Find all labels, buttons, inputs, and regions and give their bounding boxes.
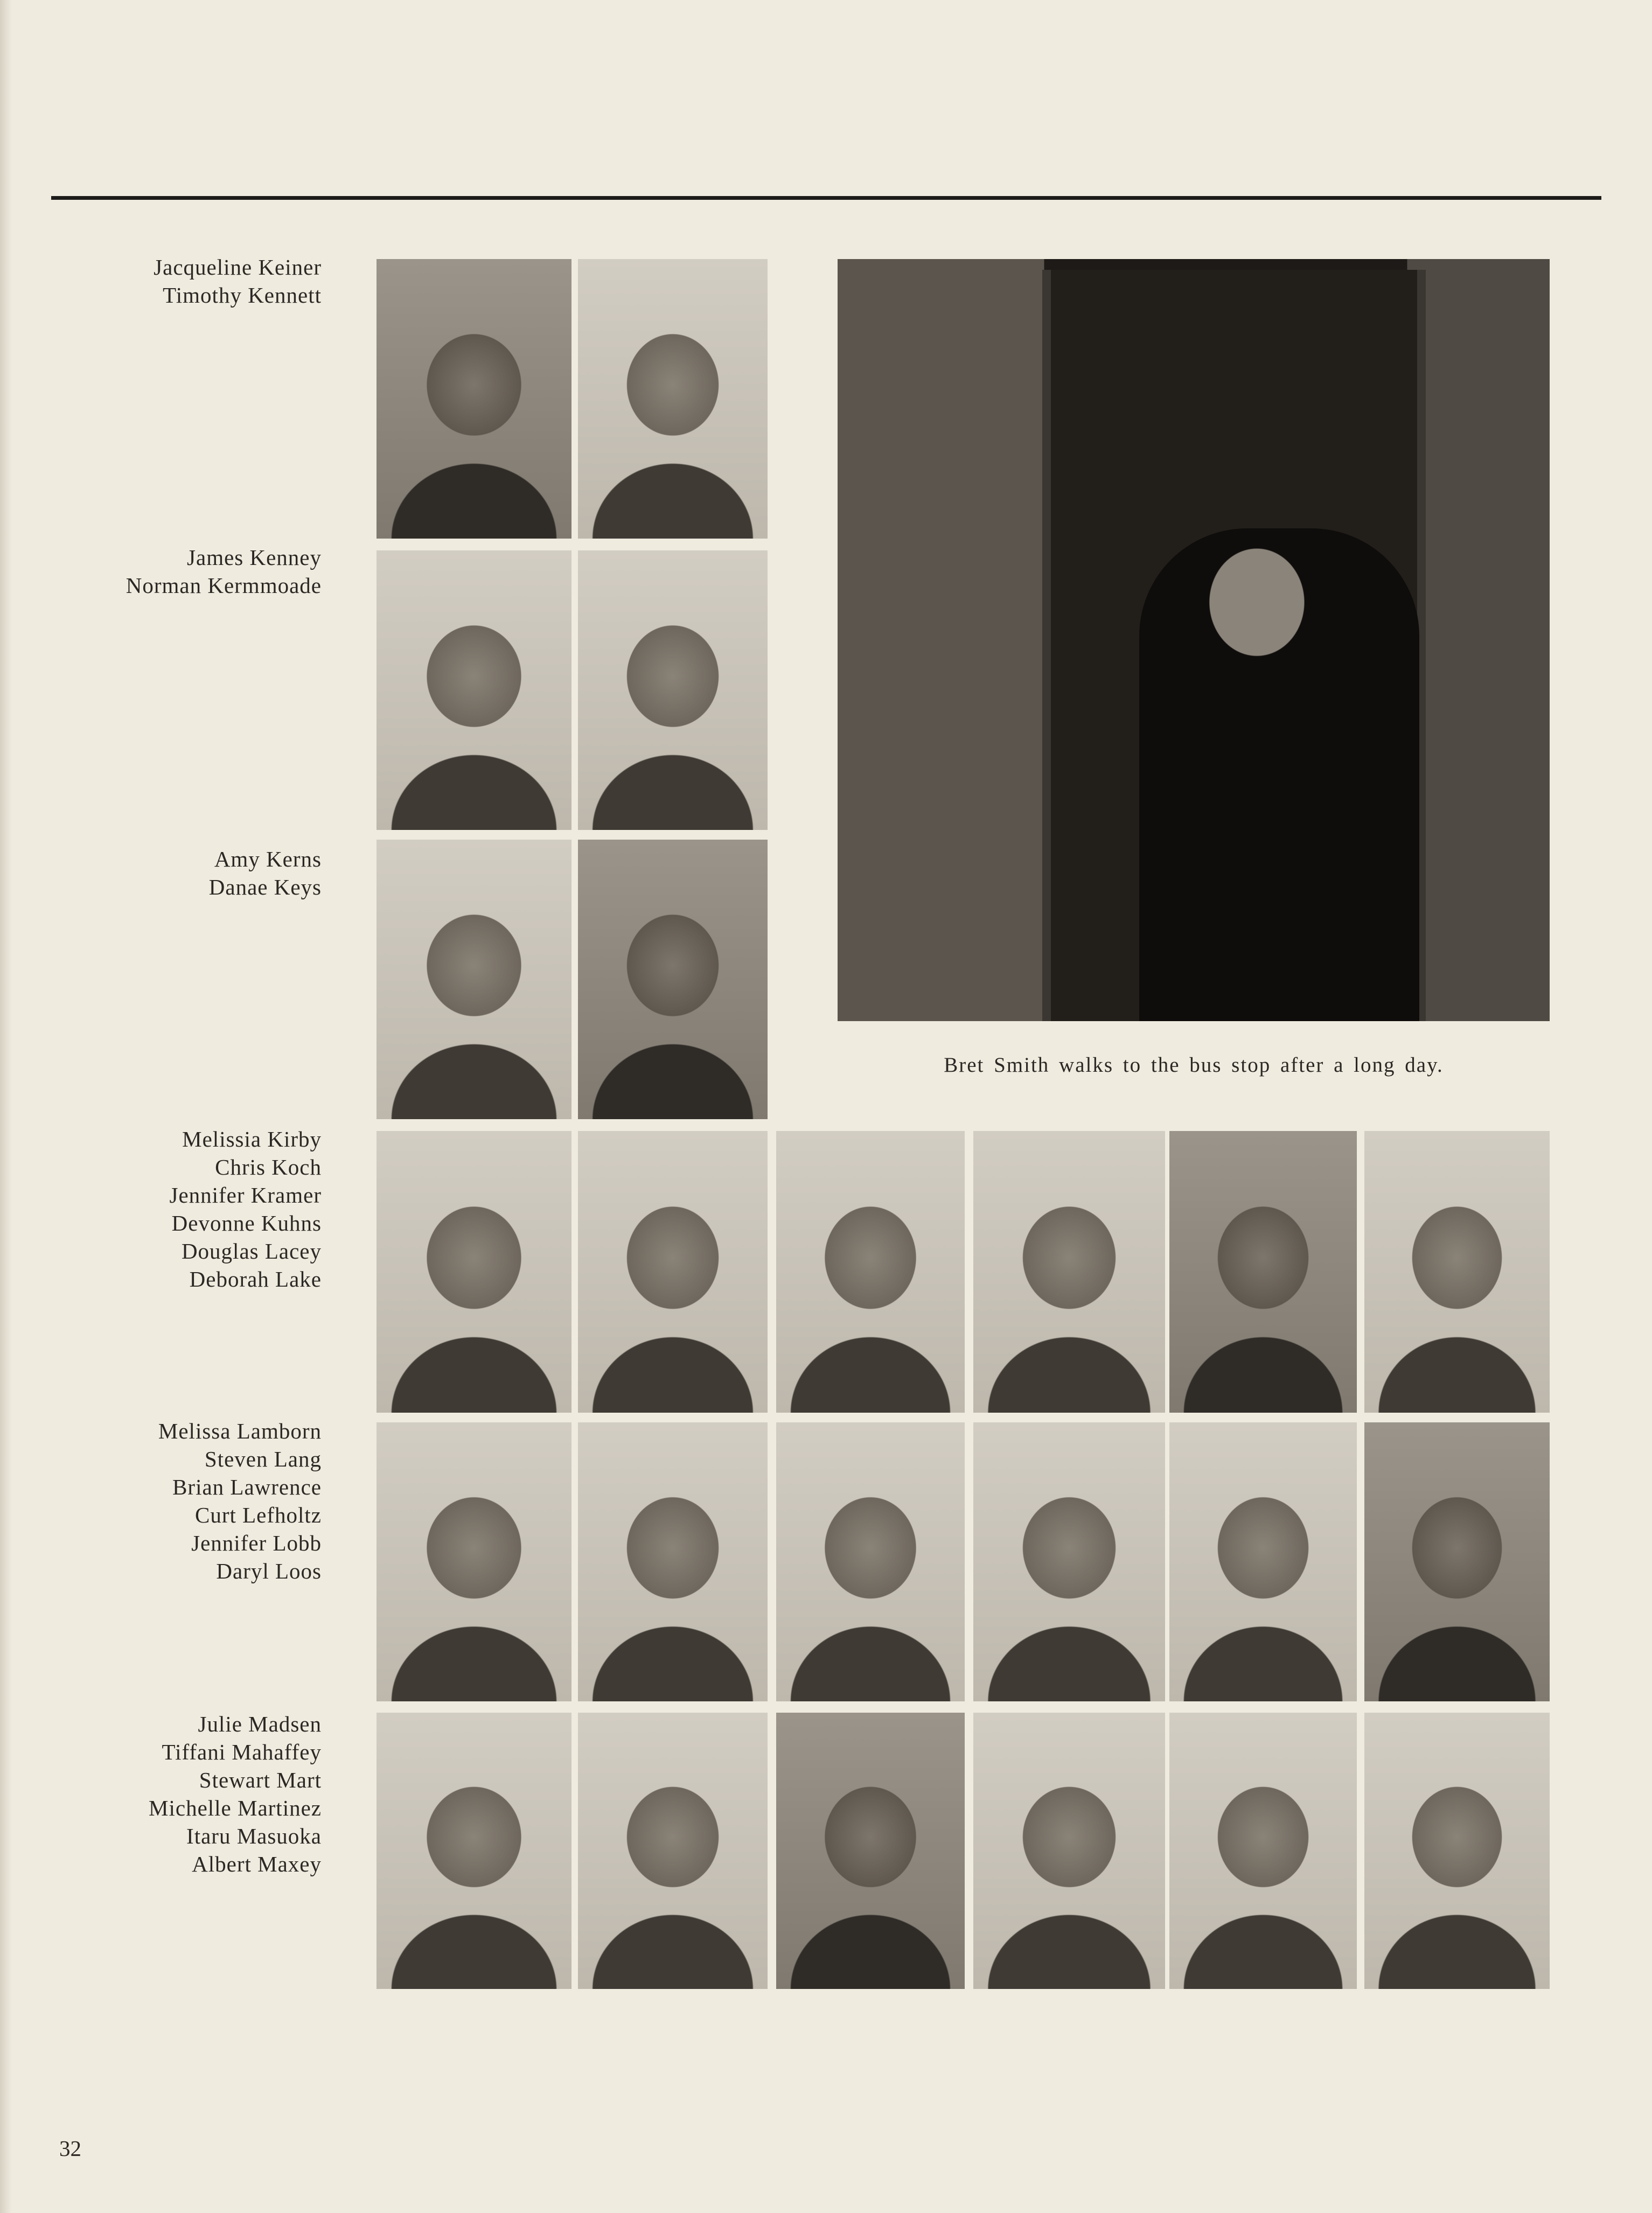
- student-name: Curt Lefholtz: [194, 1503, 322, 1527]
- student-name: Tiffani Mahaffey: [162, 1740, 322, 1764]
- portrait-photo: [973, 1131, 1165, 1413]
- student-name: James Kenney: [187, 545, 322, 570]
- name-list-group-4: [32, 1125, 322, 1293]
- portrait-photo: [377, 1131, 571, 1413]
- student-figure-graphic: [1139, 528, 1419, 1021]
- portrait-photo: [776, 1131, 965, 1413]
- portrait-photo: [578, 840, 768, 1119]
- portrait-photo: [973, 1713, 1165, 1989]
- student-name: Jennifer Lobb: [191, 1531, 322, 1555]
- student-name: Michelle Martinez: [149, 1796, 322, 1820]
- student-name: Melissa Lamborn: [158, 1419, 322, 1443]
- portrait-photo: [377, 1422, 571, 1701]
- student-name: Daryl Loos: [216, 1559, 322, 1583]
- student-name: Melissia Kirby: [182, 1127, 322, 1151]
- portrait-photo: [776, 1713, 965, 1989]
- student-name: Deborah Lake: [189, 1267, 322, 1292]
- portrait-photo: [1364, 1713, 1550, 1989]
- name-list-group-6: [32, 1710, 322, 1878]
- name-list-group-5: [32, 1417, 322, 1585]
- name-list-group-2: [32, 543, 322, 599]
- name-list-group-1: [32, 253, 322, 309]
- student-name: Amy Kerns: [214, 847, 322, 871]
- portrait-photo: [377, 550, 571, 830]
- portrait-photo: [377, 840, 571, 1119]
- student-name: Itaru Masuoka: [186, 1824, 322, 1848]
- portrait-photo: [377, 259, 571, 539]
- portrait-photo: [578, 259, 768, 539]
- student-name: Chris Koch: [215, 1155, 322, 1179]
- feature-photo: [838, 259, 1550, 1021]
- student-name: Albert Maxey: [192, 1852, 322, 1876]
- student-name: Brian Lawrence: [172, 1475, 322, 1499]
- portrait-photo: [1169, 1422, 1357, 1701]
- portrait-photo: [776, 1422, 965, 1701]
- student-name: Devonne Kuhns: [171, 1211, 322, 1235]
- student-name: Jennifer Kramer: [169, 1183, 322, 1207]
- student-name: Timothy Kennett: [163, 283, 322, 308]
- portrait-photo: [578, 1131, 768, 1413]
- student-name: Julie Madsen: [198, 1712, 322, 1736]
- student-name: Stewart Mart: [199, 1768, 322, 1792]
- student-name: Norman Kermmoade: [126, 573, 322, 598]
- portrait-photo: [578, 1422, 768, 1701]
- portrait-photo: [578, 550, 768, 830]
- name-list-group-3: [32, 845, 322, 901]
- student-name: Steven Lang: [204, 1447, 322, 1471]
- portrait-photo: [1364, 1131, 1550, 1413]
- page-binding-edge: [0, 0, 12, 2213]
- portrait-photo: [377, 1713, 571, 1989]
- portrait-photo: [1364, 1422, 1550, 1701]
- portrait-photo: [578, 1713, 768, 1989]
- portrait-photo: [1169, 1713, 1357, 1989]
- portrait-photo: [1169, 1131, 1357, 1413]
- feature-caption: Bret Smith walks to the bus stop after a long day.: [944, 1053, 1444, 1077]
- student-name: Jacqueline Keiner: [154, 255, 322, 280]
- student-name: Douglas Lacey: [181, 1239, 322, 1263]
- header-rule: [51, 196, 1601, 200]
- page-number: 32: [59, 2136, 81, 2161]
- student-name: Danae Keys: [208, 875, 322, 899]
- portrait-photo: [973, 1422, 1165, 1701]
